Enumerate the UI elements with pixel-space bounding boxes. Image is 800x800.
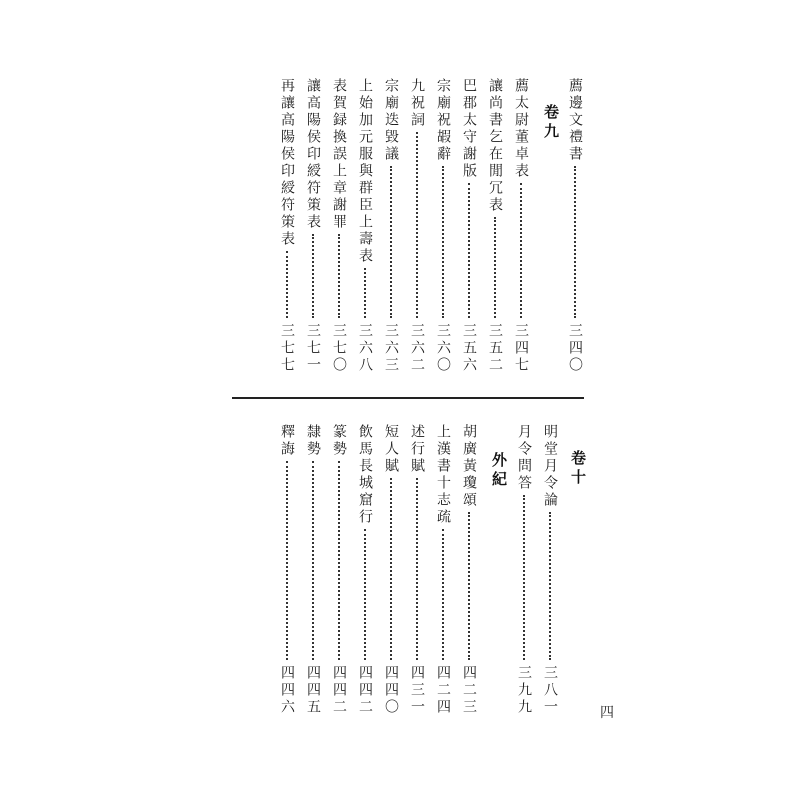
dot-leader [338, 461, 340, 660]
entry-page-number: 三六二 [409, 323, 425, 374]
entry-title: 讓尚書乞在閒冗表 [487, 78, 503, 214]
toc-entry [486, 78, 504, 374]
dot-leader [549, 512, 551, 660]
entry-title: 宗廟祝嘏辭 [435, 78, 451, 163]
toc-entry [304, 78, 322, 374]
dot-leader [523, 495, 525, 660]
toc-entry [330, 78, 348, 374]
dot-leader [338, 234, 340, 318]
dot-leader [468, 512, 470, 660]
entry-title: 胡廣黃瓊頌 [461, 424, 477, 509]
entry-page-number: 三七七 [279, 323, 295, 374]
entry-title: 表賀録換誤上章謝罪 [331, 78, 347, 231]
entry-title: 上始加元服與群臣上壽表 [357, 78, 373, 265]
dot-leader [312, 461, 314, 660]
dot-leader [494, 217, 496, 318]
toc-entry [434, 424, 452, 716]
dot-leader [390, 166, 392, 318]
appendix-heading: 外紀 [490, 452, 508, 490]
entry-title: 篆勢 [331, 424, 347, 458]
entry-title: 短人賦 [383, 424, 399, 475]
section-divider [232, 397, 584, 399]
entry-page-number: 四四六 [279, 665, 295, 716]
toc-entry [408, 78, 426, 374]
entry-page-number: 三五六 [461, 323, 477, 374]
dot-leader [286, 461, 288, 660]
toc-entry [460, 424, 478, 716]
volume-heading-9: 卷九 [542, 104, 560, 142]
entry-title: 述行賦 [409, 424, 425, 475]
toc-entry [382, 78, 400, 374]
entry-page-number: 三九九 [516, 665, 532, 716]
toc-entry [541, 424, 559, 716]
entry-title: 明堂月令論 [542, 424, 558, 509]
dot-leader [574, 166, 576, 318]
entry-page-number: 三四七 [513, 323, 529, 374]
entry-page-number: 三六三 [383, 323, 399, 374]
entry-title: 讓高陽侯印綬符策表 [305, 78, 321, 231]
volume-heading-10: 卷十 [569, 450, 587, 488]
entry-title: 隸勢 [305, 424, 321, 458]
entry-page-number: 四四〇 [383, 665, 399, 716]
dot-leader [416, 478, 418, 660]
entry-title: 月令問答 [516, 424, 532, 492]
dot-leader [364, 268, 366, 318]
dot-leader [390, 478, 392, 660]
entry-page-number: 四四二 [357, 665, 373, 716]
entry-page-number: 四四二 [331, 665, 347, 716]
entry-page-number: 四二四 [435, 665, 451, 716]
toc-entry [356, 424, 374, 716]
toc-entry [512, 78, 530, 374]
page-folio-number: 四 [600, 705, 614, 721]
toc-entry [330, 424, 348, 716]
entry-page-number: 三七一 [305, 323, 321, 374]
toc-entry [278, 424, 296, 716]
entry-title: 宗廟迭毀議 [383, 78, 399, 163]
dot-leader [468, 183, 470, 318]
entry-page-number: 三四〇 [567, 323, 583, 374]
entry-page-number: 三八一 [542, 665, 558, 716]
entry-page-number: 三六八 [357, 323, 373, 374]
dot-leader [286, 251, 288, 318]
entry-title: 九祝詞 [409, 78, 425, 129]
entry-page-number: 三五二 [487, 323, 503, 374]
dot-leader [364, 529, 366, 660]
dot-leader [442, 529, 444, 660]
entry-page-number: 四二三 [461, 665, 477, 716]
entry-title: 薦邊文禮書 [567, 78, 583, 163]
entry-page-number: 三六〇 [435, 323, 451, 374]
entry-title: 再讓高陽侯印綬符策表 [279, 78, 295, 248]
entry-title: 釋誨 [279, 424, 295, 458]
dot-leader [416, 132, 418, 318]
entry-title: 飲馬長城窟行 [357, 424, 373, 526]
toc-entry [356, 78, 374, 374]
toc-entry [434, 78, 452, 374]
dot-leader [442, 166, 444, 318]
toc-entry [566, 78, 584, 374]
toc-entry [278, 78, 296, 374]
entry-page-number: 三七〇 [331, 323, 347, 374]
toc-entry [382, 424, 400, 716]
entry-title: 巴郡太守謝版 [461, 78, 477, 180]
dot-leader [520, 183, 522, 318]
toc-entry [460, 78, 478, 374]
toc-entry [408, 424, 426, 716]
toc-entry [304, 424, 322, 716]
entry-page-number: 四四五 [305, 665, 321, 716]
dot-leader [312, 234, 314, 318]
entry-title: 上漢書十志疏 [435, 424, 451, 526]
entry-page-number: 四三一 [409, 665, 425, 716]
entry-title: 薦太尉董卓表 [513, 78, 529, 180]
toc-entry [515, 424, 533, 716]
